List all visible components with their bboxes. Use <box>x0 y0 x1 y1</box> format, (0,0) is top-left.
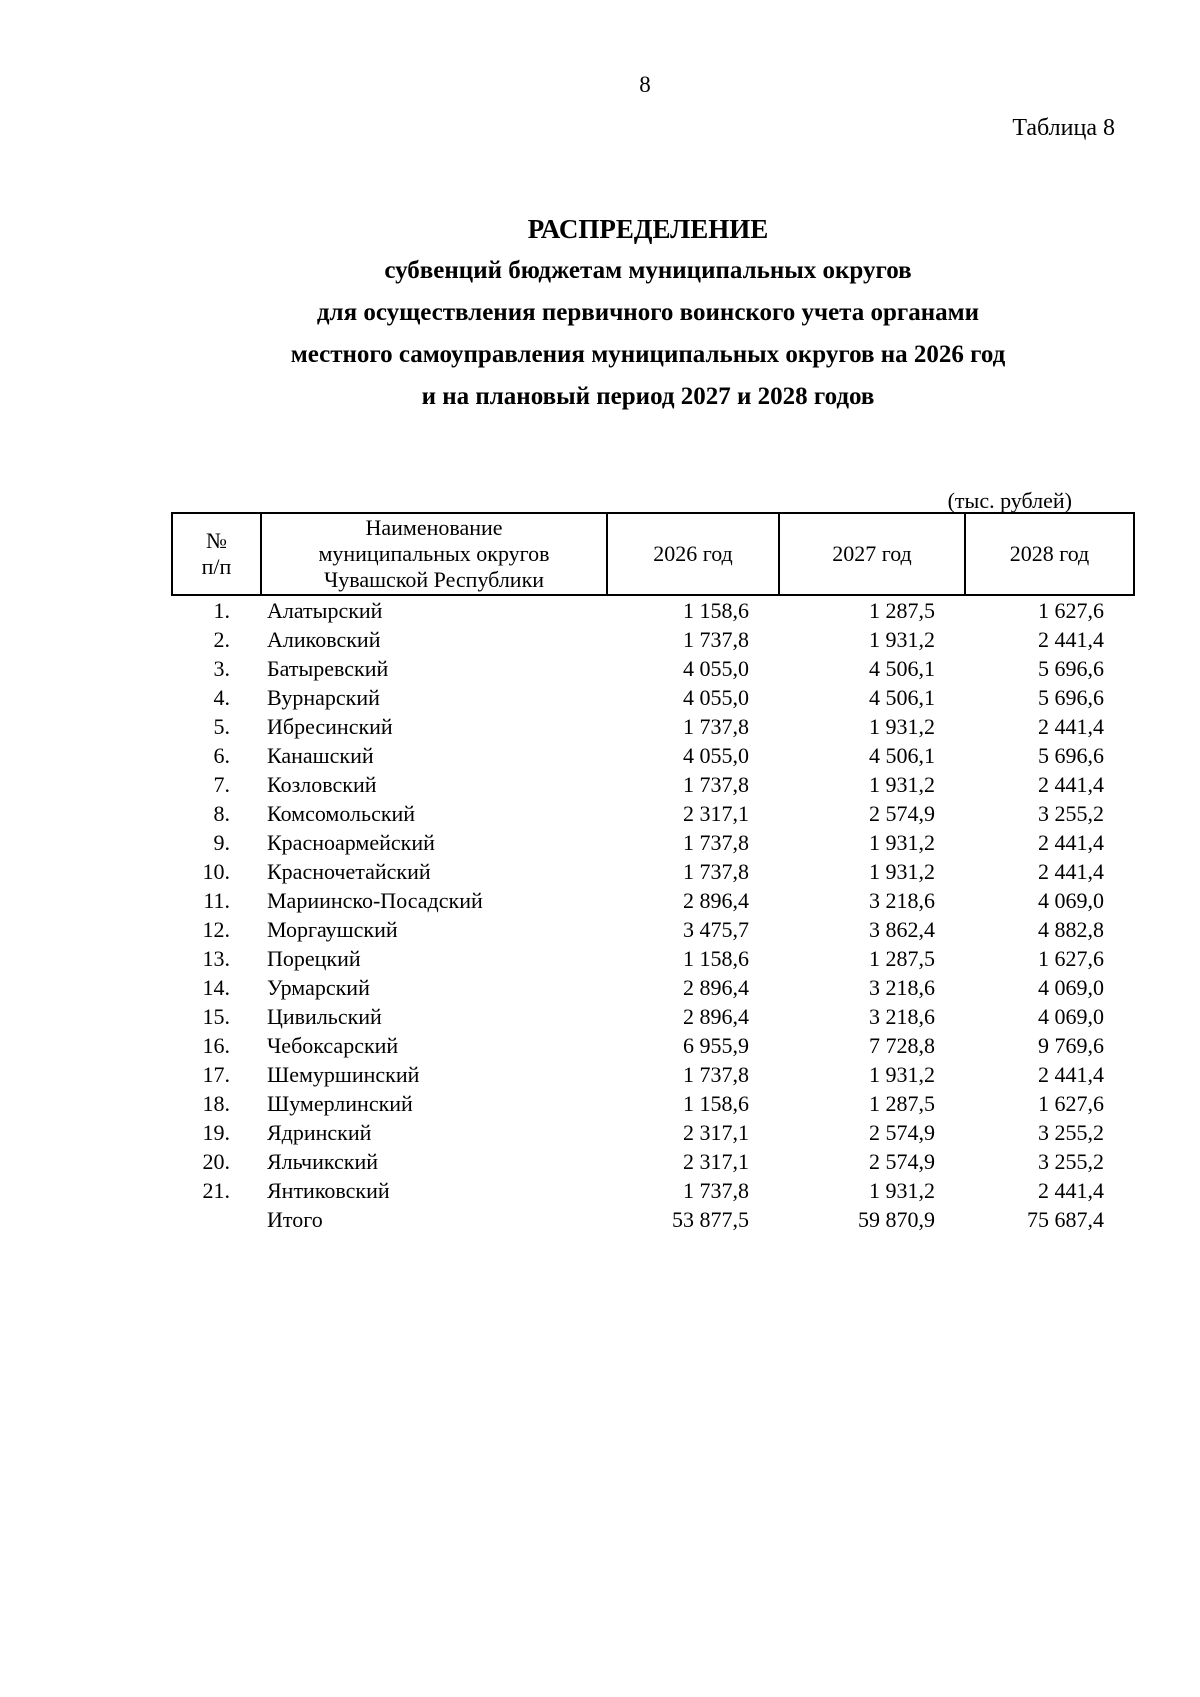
district-name: Янтиковский <box>267 1178 390 1203</box>
value-2027: 4 506,1 <box>869 685 935 710</box>
table-row <box>172 741 1134 770</box>
district-name: Комсомольский <box>267 801 416 826</box>
table-body <box>172 595 1134 1234</box>
district-name: Яльчикский <box>267 1149 378 1174</box>
row-number: 8. <box>213 801 230 826</box>
district-name: Вурнарский <box>267 685 380 710</box>
header-name-line: Чувашской Республики <box>323 567 545 592</box>
district-name: Батыревский <box>267 656 389 681</box>
value-2026: 1 737,8 <box>683 1178 749 1203</box>
value-2028: 2 441,4 <box>1038 830 1104 855</box>
row-number: 3. <box>213 656 230 681</box>
row-number: 20. <box>202 1149 230 1174</box>
heading-title: РАСПРЕДЕЛЕНИЕ <box>527 214 769 244</box>
table-row <box>172 886 1134 915</box>
table-row <box>172 1147 1134 1176</box>
heading-line: для осуществления первичного воинского учета органами <box>316 299 980 326</box>
value-2027: 1 287,5 <box>869 1091 935 1116</box>
value-2027: 3 218,6 <box>869 888 935 913</box>
row-number: 13. <box>202 946 230 971</box>
row-number: 6. <box>213 743 230 768</box>
district-name: Козловский <box>267 772 377 797</box>
district-name: Ядринский <box>267 1120 372 1145</box>
header-num-line: п/п <box>201 554 232 579</box>
table-row <box>172 625 1134 654</box>
value-2028: 2 441,4 <box>1038 772 1104 797</box>
value-2027: 1 931,2 <box>869 1178 935 1203</box>
value-2026: 4 055,0 <box>683 685 749 710</box>
district-name: Шумерлинский <box>267 1091 413 1116</box>
value-2027: 1 931,2 <box>869 830 935 855</box>
row-number: 12. <box>202 917 230 942</box>
value-2028: 5 696,6 <box>1038 656 1104 681</box>
total-row <box>172 1205 1134 1234</box>
value-2026: 2 317,1 <box>683 801 749 826</box>
value-2026: 2 896,4 <box>683 1004 749 1029</box>
district-name: Порецкий <box>267 946 361 971</box>
value-2028: 5 696,6 <box>1038 743 1104 768</box>
table-row <box>172 712 1134 741</box>
district-name: Урмарский <box>267 975 370 1000</box>
value-2026: 1 737,8 <box>683 1062 749 1087</box>
value-2028: 9 769,6 <box>1038 1033 1104 1058</box>
document-heading <box>0 208 1200 418</box>
table-label: Таблица 8 <box>1012 115 1115 141</box>
value-2028: 2 441,4 <box>1038 714 1104 739</box>
value-2028: 3 255,2 <box>1038 1149 1104 1174</box>
value-2028: 2 441,4 <box>1038 859 1104 884</box>
district-name: Мариинско-Посадский <box>267 888 483 913</box>
header-2027: 2027 год <box>779 513 965 595</box>
table-row <box>172 799 1134 828</box>
district-name: Красноармейский <box>267 830 435 855</box>
value-2027: 4 506,1 <box>869 743 935 768</box>
row-number: 5. <box>213 714 230 739</box>
value-2028: 2 441,4 <box>1038 1062 1104 1087</box>
value-2028: 2 441,4 <box>1038 627 1104 652</box>
row-number: 19. <box>202 1120 230 1145</box>
header-name <box>261 513 607 595</box>
district-name: Цивильский <box>267 1004 382 1029</box>
value-2027: 7 728,8 <box>869 1033 935 1058</box>
row-number: 18. <box>202 1091 230 1116</box>
district-name: Алатырский <box>267 598 383 623</box>
table-row <box>172 1089 1134 1118</box>
table-row <box>172 683 1134 712</box>
row-number: 15. <box>202 1004 230 1029</box>
value-2026: 1 737,8 <box>683 627 749 652</box>
value-2026: 2 317,1 <box>683 1120 749 1145</box>
table-row <box>172 944 1134 973</box>
table-row <box>172 973 1134 1002</box>
district-name: Шемуршинский <box>267 1062 420 1087</box>
row-number: 14. <box>202 975 230 1000</box>
district-name: Красночетайский <box>267 859 431 884</box>
district-name: Чебоксарский <box>267 1033 399 1058</box>
value-2026: 1 737,8 <box>683 714 749 739</box>
district-name: Канашский <box>267 743 374 768</box>
row-number: 11. <box>203 888 230 913</box>
value-2027: 1 287,5 <box>869 598 935 623</box>
header-name-line: муниципальных округов <box>318 541 550 566</box>
value-2026: 1 737,8 <box>683 859 749 884</box>
row-number <box>172 1205 261 1234</box>
table-row <box>172 828 1134 857</box>
header-2028: 2028 год <box>965 513 1134 595</box>
value-2026: 2 317,1 <box>683 1149 749 1174</box>
heading-line: и на плановый период 2027 и 2028 годов <box>421 383 875 410</box>
heading-line: субвенций бюджетам муниципальных округов <box>384 257 912 284</box>
value-2028: 4 069,0 <box>1038 975 1104 1000</box>
table-row <box>172 1031 1134 1060</box>
row-number: 17. <box>202 1062 230 1087</box>
value-2027: 3 218,6 <box>869 1004 935 1029</box>
value-2027: 3 862,4 <box>869 917 935 942</box>
row-number: 9. <box>213 830 230 855</box>
table-row <box>172 915 1134 944</box>
value-2027: 3 218,6 <box>869 975 935 1000</box>
subvention-table <box>171 512 1135 1234</box>
value-2028: 2 441,4 <box>1038 1178 1104 1203</box>
table-row <box>172 595 1134 625</box>
district-name: Аликовский <box>267 627 381 652</box>
table-row <box>172 1060 1134 1089</box>
value-2026: 3 475,7 <box>683 917 749 942</box>
value-2026: 1 158,6 <box>683 1091 749 1116</box>
heading-line: местного самоуправления муниципальных округов на 2026 год <box>290 341 1006 368</box>
value-2027: 1 931,2 <box>869 1062 935 1087</box>
value-2027: 1 287,5 <box>869 946 935 971</box>
value-2028: 5 696,6 <box>1038 685 1104 710</box>
value-2028: 4 882,8 <box>1038 917 1104 942</box>
table-row <box>172 1118 1134 1147</box>
value-2026: 2 896,4 <box>683 888 749 913</box>
district-name: Итого <box>267 1207 323 1232</box>
value-2026: 1 737,8 <box>683 772 749 797</box>
value-2028: 4 069,0 <box>1038 888 1104 913</box>
row-number: 2. <box>213 627 230 652</box>
units-label: (тыс. рублей) <box>947 488 1072 513</box>
value-2026: 1 158,6 <box>683 946 749 971</box>
row-number: 21. <box>202 1178 230 1203</box>
value-2027: 2 574,9 <box>869 1120 935 1145</box>
row-number: 4. <box>213 685 230 710</box>
value-2028: 1 627,6 <box>1038 1091 1104 1116</box>
table-row <box>172 1176 1134 1205</box>
header-num <box>172 513 261 595</box>
row-number: 7. <box>213 772 230 797</box>
value-2026: 1 737,8 <box>683 830 749 855</box>
header-num-line: № <box>206 528 227 553</box>
value-2026: 53 877,5 <box>672 1207 749 1232</box>
value-2027: 4 506,1 <box>869 656 935 681</box>
value-2026: 4 055,0 <box>683 656 749 681</box>
value-2026: 4 055,0 <box>683 743 749 768</box>
table-row <box>172 1002 1134 1031</box>
row-number: 10. <box>202 859 230 884</box>
value-2027: 2 574,9 <box>869 1149 935 1174</box>
row-number: 16. <box>202 1033 230 1058</box>
district-name: Ибресинский <box>267 714 393 739</box>
value-2027: 1 931,2 <box>869 772 935 797</box>
header-name-line: Наименование <box>365 515 503 540</box>
row-number: 1. <box>213 598 230 623</box>
value-2026: 6 955,9 <box>683 1033 749 1058</box>
table-row <box>172 770 1134 799</box>
value-2027: 1 931,2 <box>869 714 935 739</box>
value-2028: 1 627,6 <box>1038 946 1104 971</box>
value-2028: 75 687,4 <box>1027 1207 1104 1232</box>
table-row <box>172 654 1134 683</box>
value-2027: 1 931,2 <box>869 859 935 884</box>
page-number: 8 <box>639 72 651 97</box>
table-header-row <box>172 513 1134 595</box>
value-2027: 59 870,9 <box>858 1207 935 1232</box>
value-2028: 3 255,2 <box>1038 1120 1104 1145</box>
header-2026: 2026 год <box>607 513 779 595</box>
value-2027: 2 574,9 <box>869 801 935 826</box>
value-2026: 2 896,4 <box>683 975 749 1000</box>
district-name: Моргаушский <box>267 917 398 942</box>
value-2028: 3 255,2 <box>1038 801 1104 826</box>
value-2028: 1 627,6 <box>1038 598 1104 623</box>
value-2027: 1 931,2 <box>869 627 935 652</box>
value-2026: 1 158,6 <box>683 598 749 623</box>
table-row <box>172 857 1134 886</box>
value-2028: 4 069,0 <box>1038 1004 1104 1029</box>
